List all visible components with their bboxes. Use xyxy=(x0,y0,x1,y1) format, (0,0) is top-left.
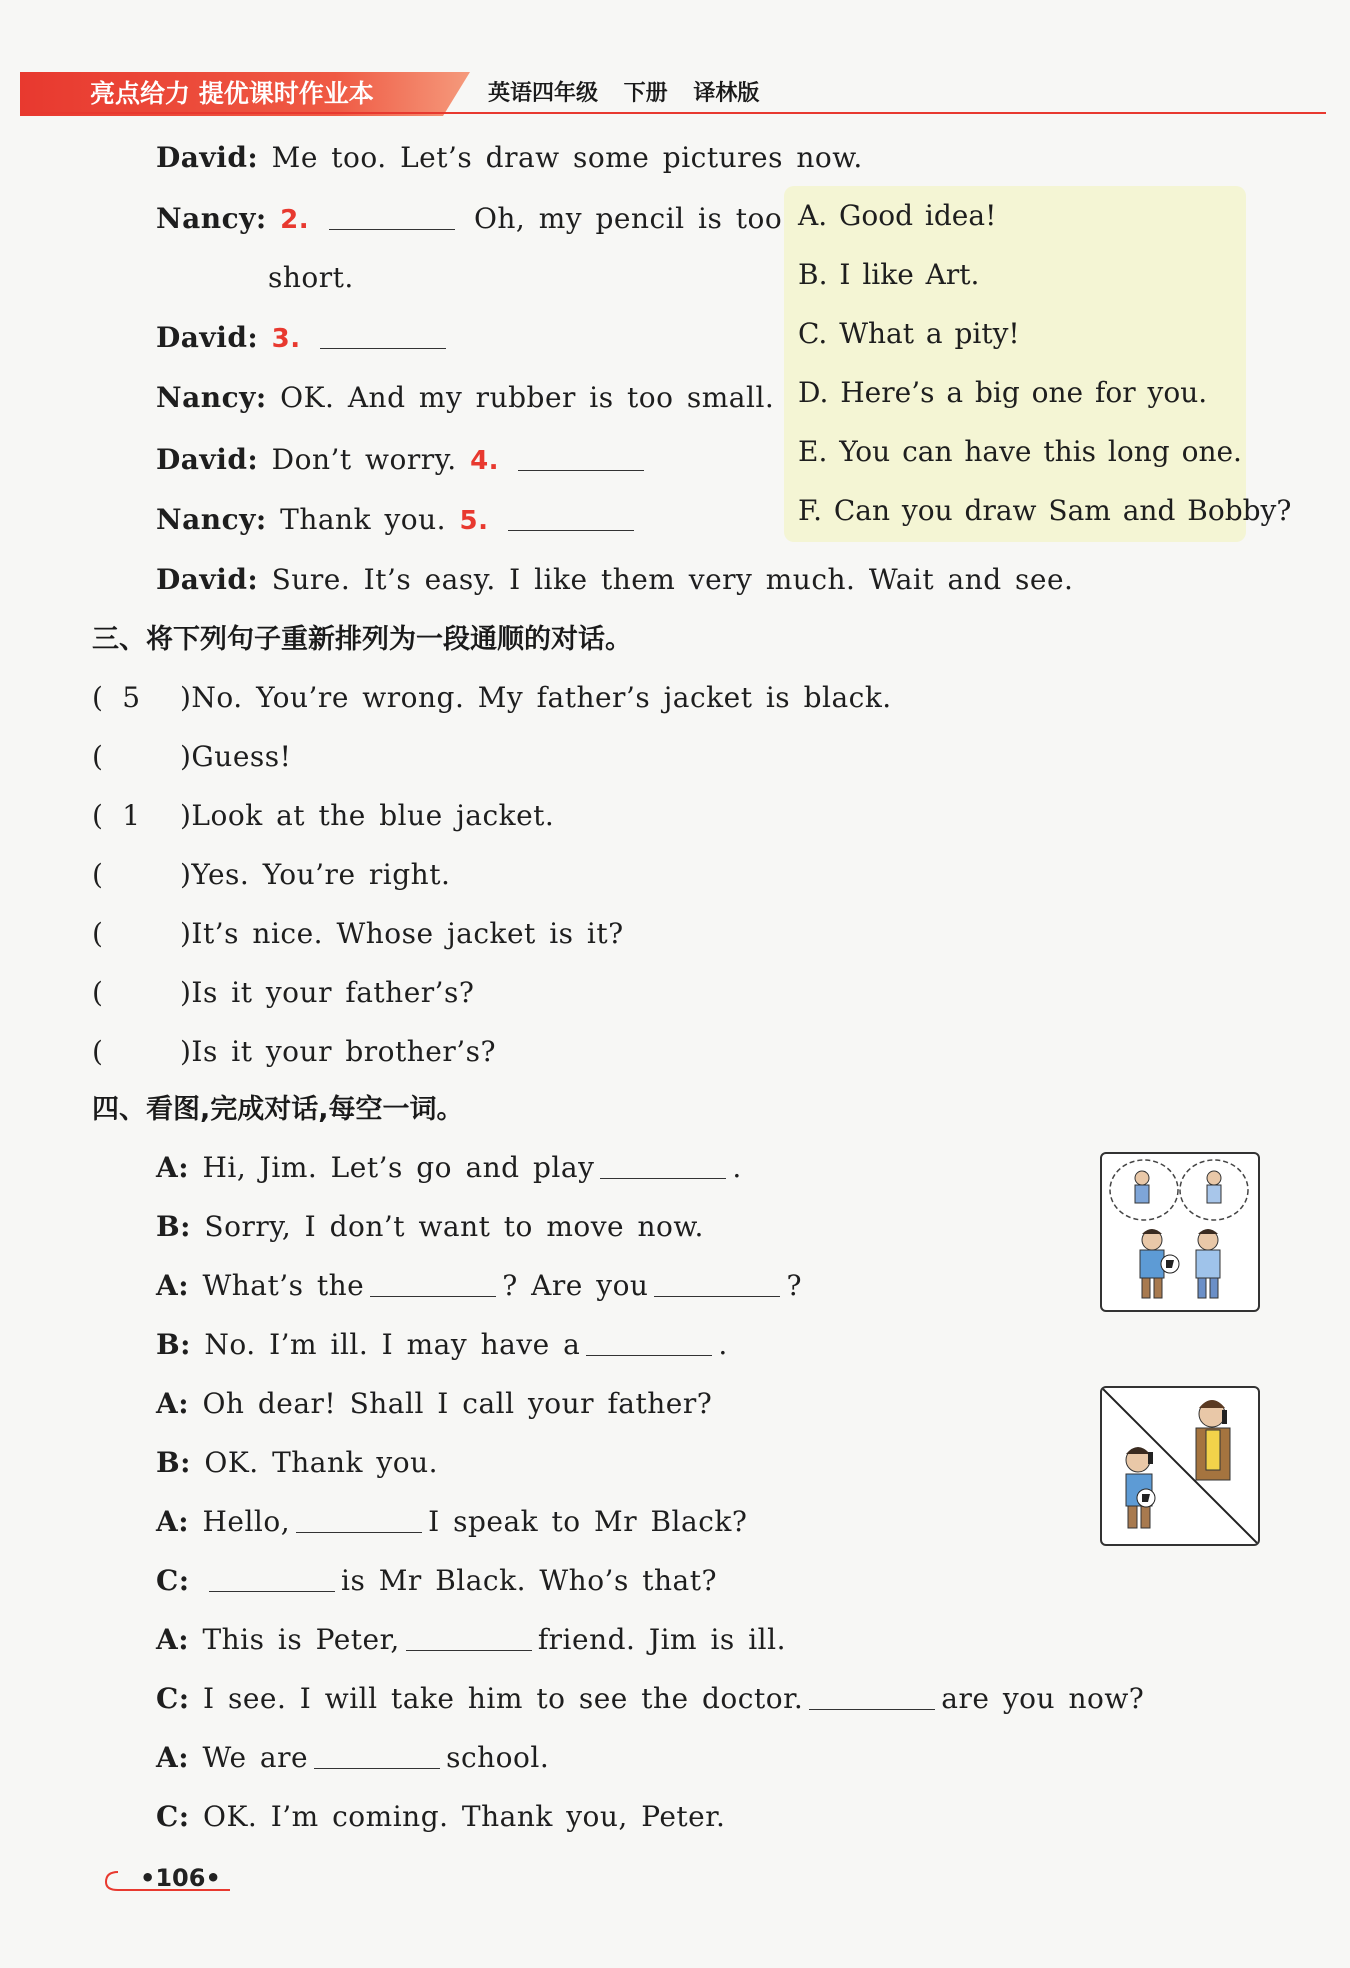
dialogue-line xyxy=(156,318,452,358)
open-paren: ( xyxy=(92,976,104,1009)
option-d: D. Here’s a big one for you. xyxy=(798,376,1208,409)
option-f: F. Can you draw Sam and Bobby? xyxy=(798,494,1292,527)
dialogue-line-continued xyxy=(268,258,354,298)
dialogue-line xyxy=(156,1443,438,1483)
line-text: Sorry, I don’t want to move now. xyxy=(204,1210,704,1243)
option-c: C. What a pity! xyxy=(798,317,1020,350)
item-text: )Is it your father’s? xyxy=(180,976,475,1009)
dialogue-line xyxy=(156,138,863,178)
line-text: friend. Jim is ill. xyxy=(537,1623,786,1656)
dialogue-line xyxy=(156,1679,1144,1719)
speaker-label: C: xyxy=(156,1564,190,1597)
line-text: Don’t worry. xyxy=(271,443,457,476)
book-info: 英语四年级 下册 译林版 xyxy=(488,81,760,106)
answer-blank[interactable] xyxy=(809,1681,935,1710)
ordering-item xyxy=(92,855,450,895)
line-text: I speak to Mr Black? xyxy=(428,1505,748,1538)
line-text: ? xyxy=(786,1269,802,1302)
open-paren: ( xyxy=(92,858,104,891)
speaker-label: A: xyxy=(156,1387,190,1420)
header-rule xyxy=(20,112,1326,114)
open-paren: ( xyxy=(92,917,104,950)
options-box xyxy=(784,186,1246,542)
option-a: A. Good idea! xyxy=(798,199,997,232)
item-text: )Is it your brother’s? xyxy=(180,1035,497,1068)
speaker-label: B: xyxy=(156,1210,192,1243)
option-e: E. You can have this long one. xyxy=(798,435,1242,468)
speaker-label: C: xyxy=(156,1682,190,1715)
open-paren: ( xyxy=(92,1035,104,1068)
open-paren: ( xyxy=(92,681,104,714)
option-b: B. I like Art. xyxy=(798,258,980,291)
answer-blank[interactable] xyxy=(296,1504,422,1533)
question-number: 2. xyxy=(280,205,310,235)
dialogue-line xyxy=(156,1148,742,1188)
answer-blank[interactable] xyxy=(320,320,446,349)
answer-blank[interactable] xyxy=(518,442,644,471)
item-text: )No. You’re wrong. My father’s jacket is black. xyxy=(180,681,892,714)
line-text: What’s the xyxy=(202,1269,365,1302)
line-text: Hello, xyxy=(202,1505,291,1538)
boys-football-drawing xyxy=(1102,1154,1258,1310)
illustration-phone-call xyxy=(1100,1386,1260,1546)
answer-blank[interactable] xyxy=(370,1268,496,1297)
speaker-label: A: xyxy=(156,1623,190,1656)
line-text: Me too. Let’s draw some pictures now. xyxy=(271,141,863,174)
dialogue-line xyxy=(156,1620,786,1660)
dialogue-line xyxy=(156,378,774,418)
dialogue-line xyxy=(156,1207,704,1247)
speaker-label: David: xyxy=(156,321,259,354)
answer-blank[interactable] xyxy=(329,201,455,230)
item-text: )Yes. You’re right. xyxy=(180,858,451,891)
section-4-heading: 四、看图,完成对话,每空一词。 xyxy=(92,1094,464,1125)
line-text: . xyxy=(732,1151,742,1184)
item-text: )Guess! xyxy=(180,740,292,773)
speaker-label: Nancy: xyxy=(156,381,267,414)
dialogue-line xyxy=(156,560,1073,600)
speaker-label: A: xyxy=(156,1741,190,1774)
line-text: No. I’m ill. I may have a xyxy=(204,1328,581,1361)
order-number[interactable]: 5 xyxy=(122,681,141,714)
dialogue-line xyxy=(156,1738,549,1778)
speaker-label: A: xyxy=(156,1151,190,1184)
speaker-label: A: xyxy=(156,1505,190,1538)
dialogue-line xyxy=(156,500,640,540)
dialogue-line xyxy=(156,440,650,480)
line-text: OK. I’m coming. Thank you, Peter. xyxy=(203,1800,726,1833)
ordering-item xyxy=(92,737,291,777)
line-text: Sure. It’s easy. I like them very much. Wait and see. xyxy=(271,563,1074,596)
line-text: Hi, Jim. Let’s go and play xyxy=(202,1151,595,1184)
speaker-label: C: xyxy=(156,1800,190,1833)
dialogue-line xyxy=(156,1384,712,1424)
line-text: Oh dear! Shall I call your father? xyxy=(202,1387,713,1420)
question-number: 3. xyxy=(271,324,301,354)
ordering-item xyxy=(92,796,554,836)
ordering-item xyxy=(92,1032,496,1072)
series-title: 亮点给力 提优课时作业本 xyxy=(90,79,374,108)
dialogue-line xyxy=(156,1502,747,1542)
line-text: is Mr Black. Who’s that? xyxy=(341,1564,717,1597)
speaker-label: Nancy: xyxy=(156,202,267,235)
line-text: are you now? xyxy=(941,1682,1145,1715)
line-text: . xyxy=(718,1328,728,1361)
ordering-item xyxy=(92,678,892,718)
line-text: I see. I will take him to see the doctor. xyxy=(203,1682,804,1715)
speaker-label: David: xyxy=(156,141,259,174)
line-text: We are xyxy=(202,1741,309,1774)
section-3-heading: 三、将下列句子重新排列为一段通顺的对话。 xyxy=(92,624,632,655)
speaker-label: David: xyxy=(156,563,259,596)
question-number: 4. xyxy=(470,446,500,476)
ordering-item xyxy=(92,973,474,1013)
open-paren: ( xyxy=(92,740,104,773)
order-number[interactable]: 1 xyxy=(122,799,141,832)
line-text: short. xyxy=(268,261,354,294)
page-number: •106• xyxy=(140,1864,221,1892)
dialogue-line xyxy=(156,1797,725,1837)
speaker-label: David: xyxy=(156,443,259,476)
answer-blank[interactable] xyxy=(406,1622,532,1651)
answer-blank[interactable] xyxy=(314,1740,440,1769)
answer-blank[interactable] xyxy=(508,502,634,531)
line-text: ? Are you xyxy=(502,1269,649,1302)
answer-blank[interactable] xyxy=(586,1327,712,1356)
line-text: Oh, my pencil is too xyxy=(473,202,783,235)
dialogue-line xyxy=(156,1325,728,1365)
open-paren: ( xyxy=(92,799,104,832)
line-text: OK. Thank you. xyxy=(204,1446,439,1479)
line-text: This is Peter, xyxy=(202,1623,400,1656)
line-text: school. xyxy=(446,1741,550,1774)
answer-blank[interactable] xyxy=(654,1268,780,1297)
phone-call-drawing xyxy=(1102,1388,1258,1544)
answer-blank[interactable] xyxy=(209,1563,335,1592)
line-text: OK. And my rubber is too small. xyxy=(280,381,775,414)
ordering-item xyxy=(92,914,624,954)
speaker-label: Nancy: xyxy=(156,503,267,536)
dialogue-line xyxy=(156,199,782,239)
speaker-label: B: xyxy=(156,1328,192,1361)
item-text: )Look at the blue jacket. xyxy=(180,799,555,832)
speaker-label: B: xyxy=(156,1446,192,1479)
item-text: )It’s nice. Whose jacket is it? xyxy=(180,917,624,950)
answer-blank[interactable] xyxy=(600,1150,726,1179)
speaker-label: A: xyxy=(156,1269,190,1302)
question-number: 5. xyxy=(459,506,489,536)
illustration-boys-football xyxy=(1100,1152,1260,1312)
line-text: Thank you. xyxy=(280,503,447,536)
dialogue-line xyxy=(156,1266,802,1306)
dialogue-line xyxy=(156,1561,717,1601)
